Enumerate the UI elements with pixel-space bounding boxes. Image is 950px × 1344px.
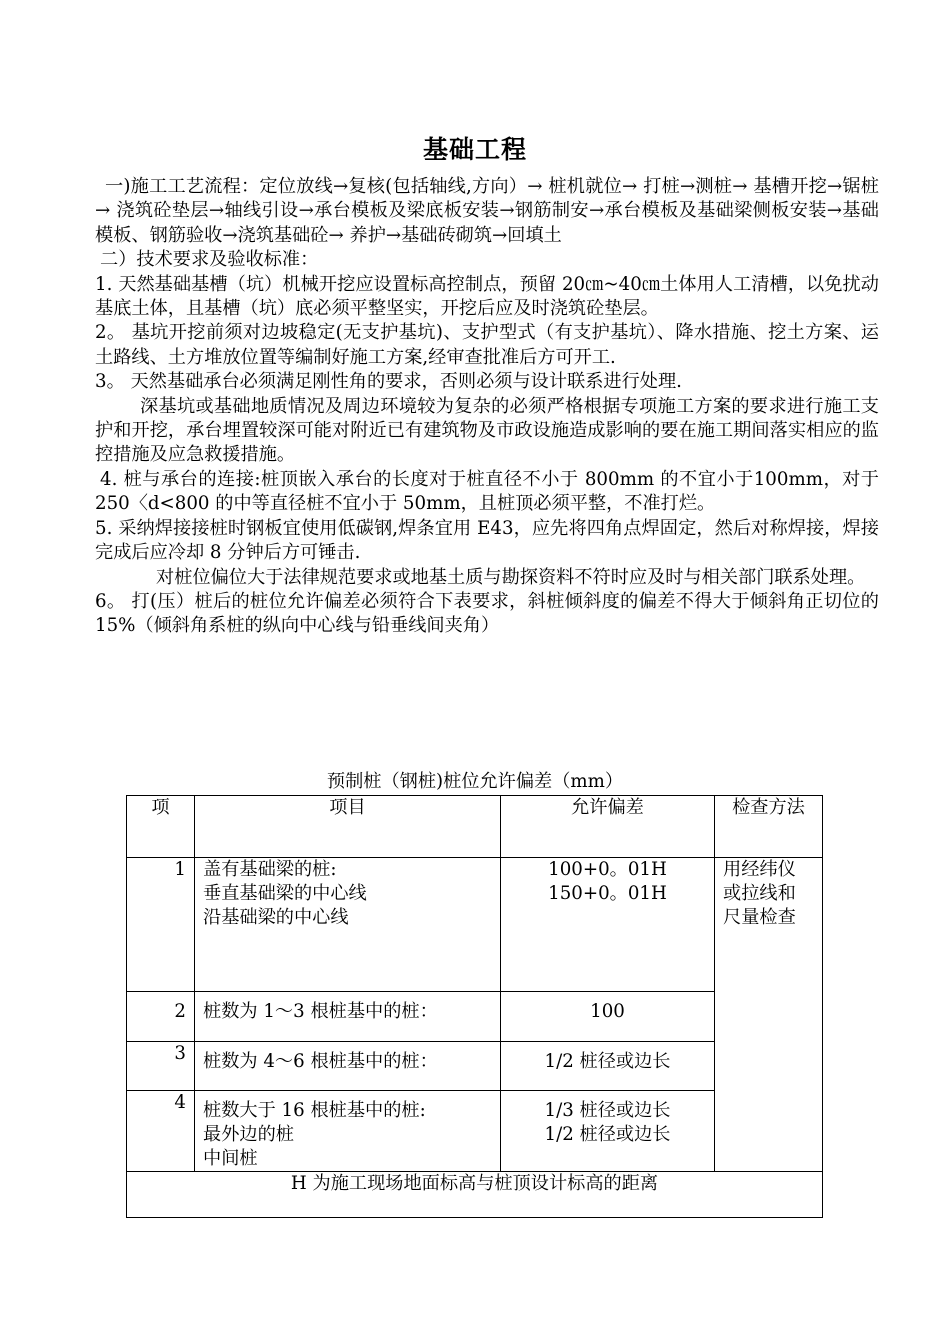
page-title: 基础工程: [422, 135, 527, 164]
row-number: 1: [127, 858, 195, 992]
row-item: [195, 1091, 501, 1172]
item-line: 桩数为 1～3 根桩基中的桩：: [203, 1001, 438, 1022]
paragraph-section-heading: 二）技术要求及验收标准：: [100, 249, 319, 271]
item-line: 中间桩: [203, 1148, 258, 1169]
table-footnote: H 为施工现场地面标高与桩顶设计标高的距离: [127, 1172, 823, 1218]
row-deviation: [501, 1042, 715, 1091]
deviation-line: 1/2 桩径或边长: [544, 1051, 671, 1072]
item-line: 桩数大于 16 根桩基中的桩:: [203, 1100, 426, 1121]
deviation-line: 1/2 桩径或边长: [544, 1124, 671, 1145]
deviation-line: 100+0。01H: [548, 859, 667, 880]
row-deviation: [501, 992, 715, 1042]
row-item: [195, 858, 501, 992]
row-number: 3: [127, 1042, 195, 1091]
paragraph-item-3: 3。 天然基础承台必须满足刚性角的要求，否则必须与设计联系进行处理.: [95, 371, 682, 393]
method-line: 尺量检查: [723, 907, 796, 928]
item-line: 沿基础梁的中心线: [203, 907, 349, 928]
paragraph-process-flow: 一)施工工艺流程：定位放线→复核(包括轴线,方向）→ 桩机就位→ 打桩→测桩→ 基槽开挖→锯桩→ 浇筑砼垫层→轴线引设→承台模板及梁底板安装→钢筋制安→承台模板及基础梁侧板安装→基础模板、钢筋验收→浇筑基础砼→ 养护→基础砖砌筑→回填土: [95, 176, 879, 246]
table-footer-row: [127, 1172, 823, 1218]
deviation-line: 100: [590, 1001, 625, 1022]
deviation-line: 150+0。01H: [548, 883, 667, 904]
row-item: [195, 1042, 501, 1091]
header-num: 项: [127, 796, 195, 858]
row-number: 4: [127, 1091, 195, 1172]
item-line: 垂直基础梁的中心线: [203, 883, 367, 904]
header-method: 检查方法: [715, 796, 823, 858]
row-deviation: [501, 1091, 715, 1172]
method-line: 用经纬仪: [723, 859, 796, 880]
item-line: 盖有基础梁的桩:: [203, 859, 337, 880]
method-line: 或拉线和: [723, 883, 796, 904]
paragraph-pile-offset: 对桩位偏位大于法律规范要求或地基土质与勘探资料不符时应及时与相关部门联系处理。: [156, 566, 866, 588]
item-line: 桩数为 4～6 根桩基中的桩：: [203, 1051, 438, 1072]
row-number: 2: [127, 992, 195, 1042]
document-body: [95, 175, 879, 639]
paragraph-deep-pit: 深基坑或基础地质情况及周边环境较为复杂的必须严格根据专项施工方案的要求进行施工支护和开挖，承台埋置较深可能对附近已有建筑物及市政设施造成影响的要在施工期间落实相应的监控措施及应急救援措施。: [95, 395, 879, 466]
paragraph-item-1: 1. 天然基础基槽（坑）机械开挖应设置标高控制点，预留 20㎝~40㎝土体用人工清槽，以免扰动基底土体，且基槽（坑）底必须平整坚实，开挖后应及时浇筑砼垫层。: [95, 273, 879, 320]
pile-deviation-table: [126, 795, 823, 1218]
row-item: [195, 992, 501, 1042]
paragraph-item-4: 4. 桩与承台的连接:桩顶嵌入承台的长度对于桩直径不小于 800mm 的不宜小于100mm，对于 250〈d<800 的中等直径桩不宜小于 50mm，且桩顶必须平整，不准打烂。: [95, 468, 879, 515]
table-header-row: [127, 796, 823, 858]
deviation-line: 1/3 桩径或边长: [544, 1100, 671, 1121]
table-caption: 预制桩（钢桩)桩位允许偏差（mm）: [326, 771, 624, 792]
row-deviation: [501, 858, 715, 992]
paragraph-item-2: 2。 基坑开挖前须对边坡稳定(无支护基坑)、支护型式（有支护基坑）、降水措施、挖土方案、运土路线、土方堆放位置等编制好施工方案,经审查批准后方可开工.: [95, 322, 879, 368]
header-deviation: 允许偏差: [501, 796, 715, 858]
paragraph-item-6: 6。 打(压）桩后的桩位允许偏差必须符合下表要求，斜桩倾斜度的偏差不得大于倾斜角正切位的 15%（倾斜角系桩的纵向中心线与铅垂线间夹角）: [95, 590, 879, 637]
item-line: 最外边的桩: [203, 1124, 294, 1145]
header-item: 项目: [195, 796, 501, 858]
table-row: [127, 858, 823, 992]
check-method-cell: [715, 858, 823, 1172]
paragraph-item-5: 5. 采纳焊接接桩时钢板宜使用低碳钢,焊条宜用 E43，应先将四角点焊固定，然后对称焊接，焊接完成后应冷却 8 分钟后方可锤击.: [95, 517, 879, 564]
